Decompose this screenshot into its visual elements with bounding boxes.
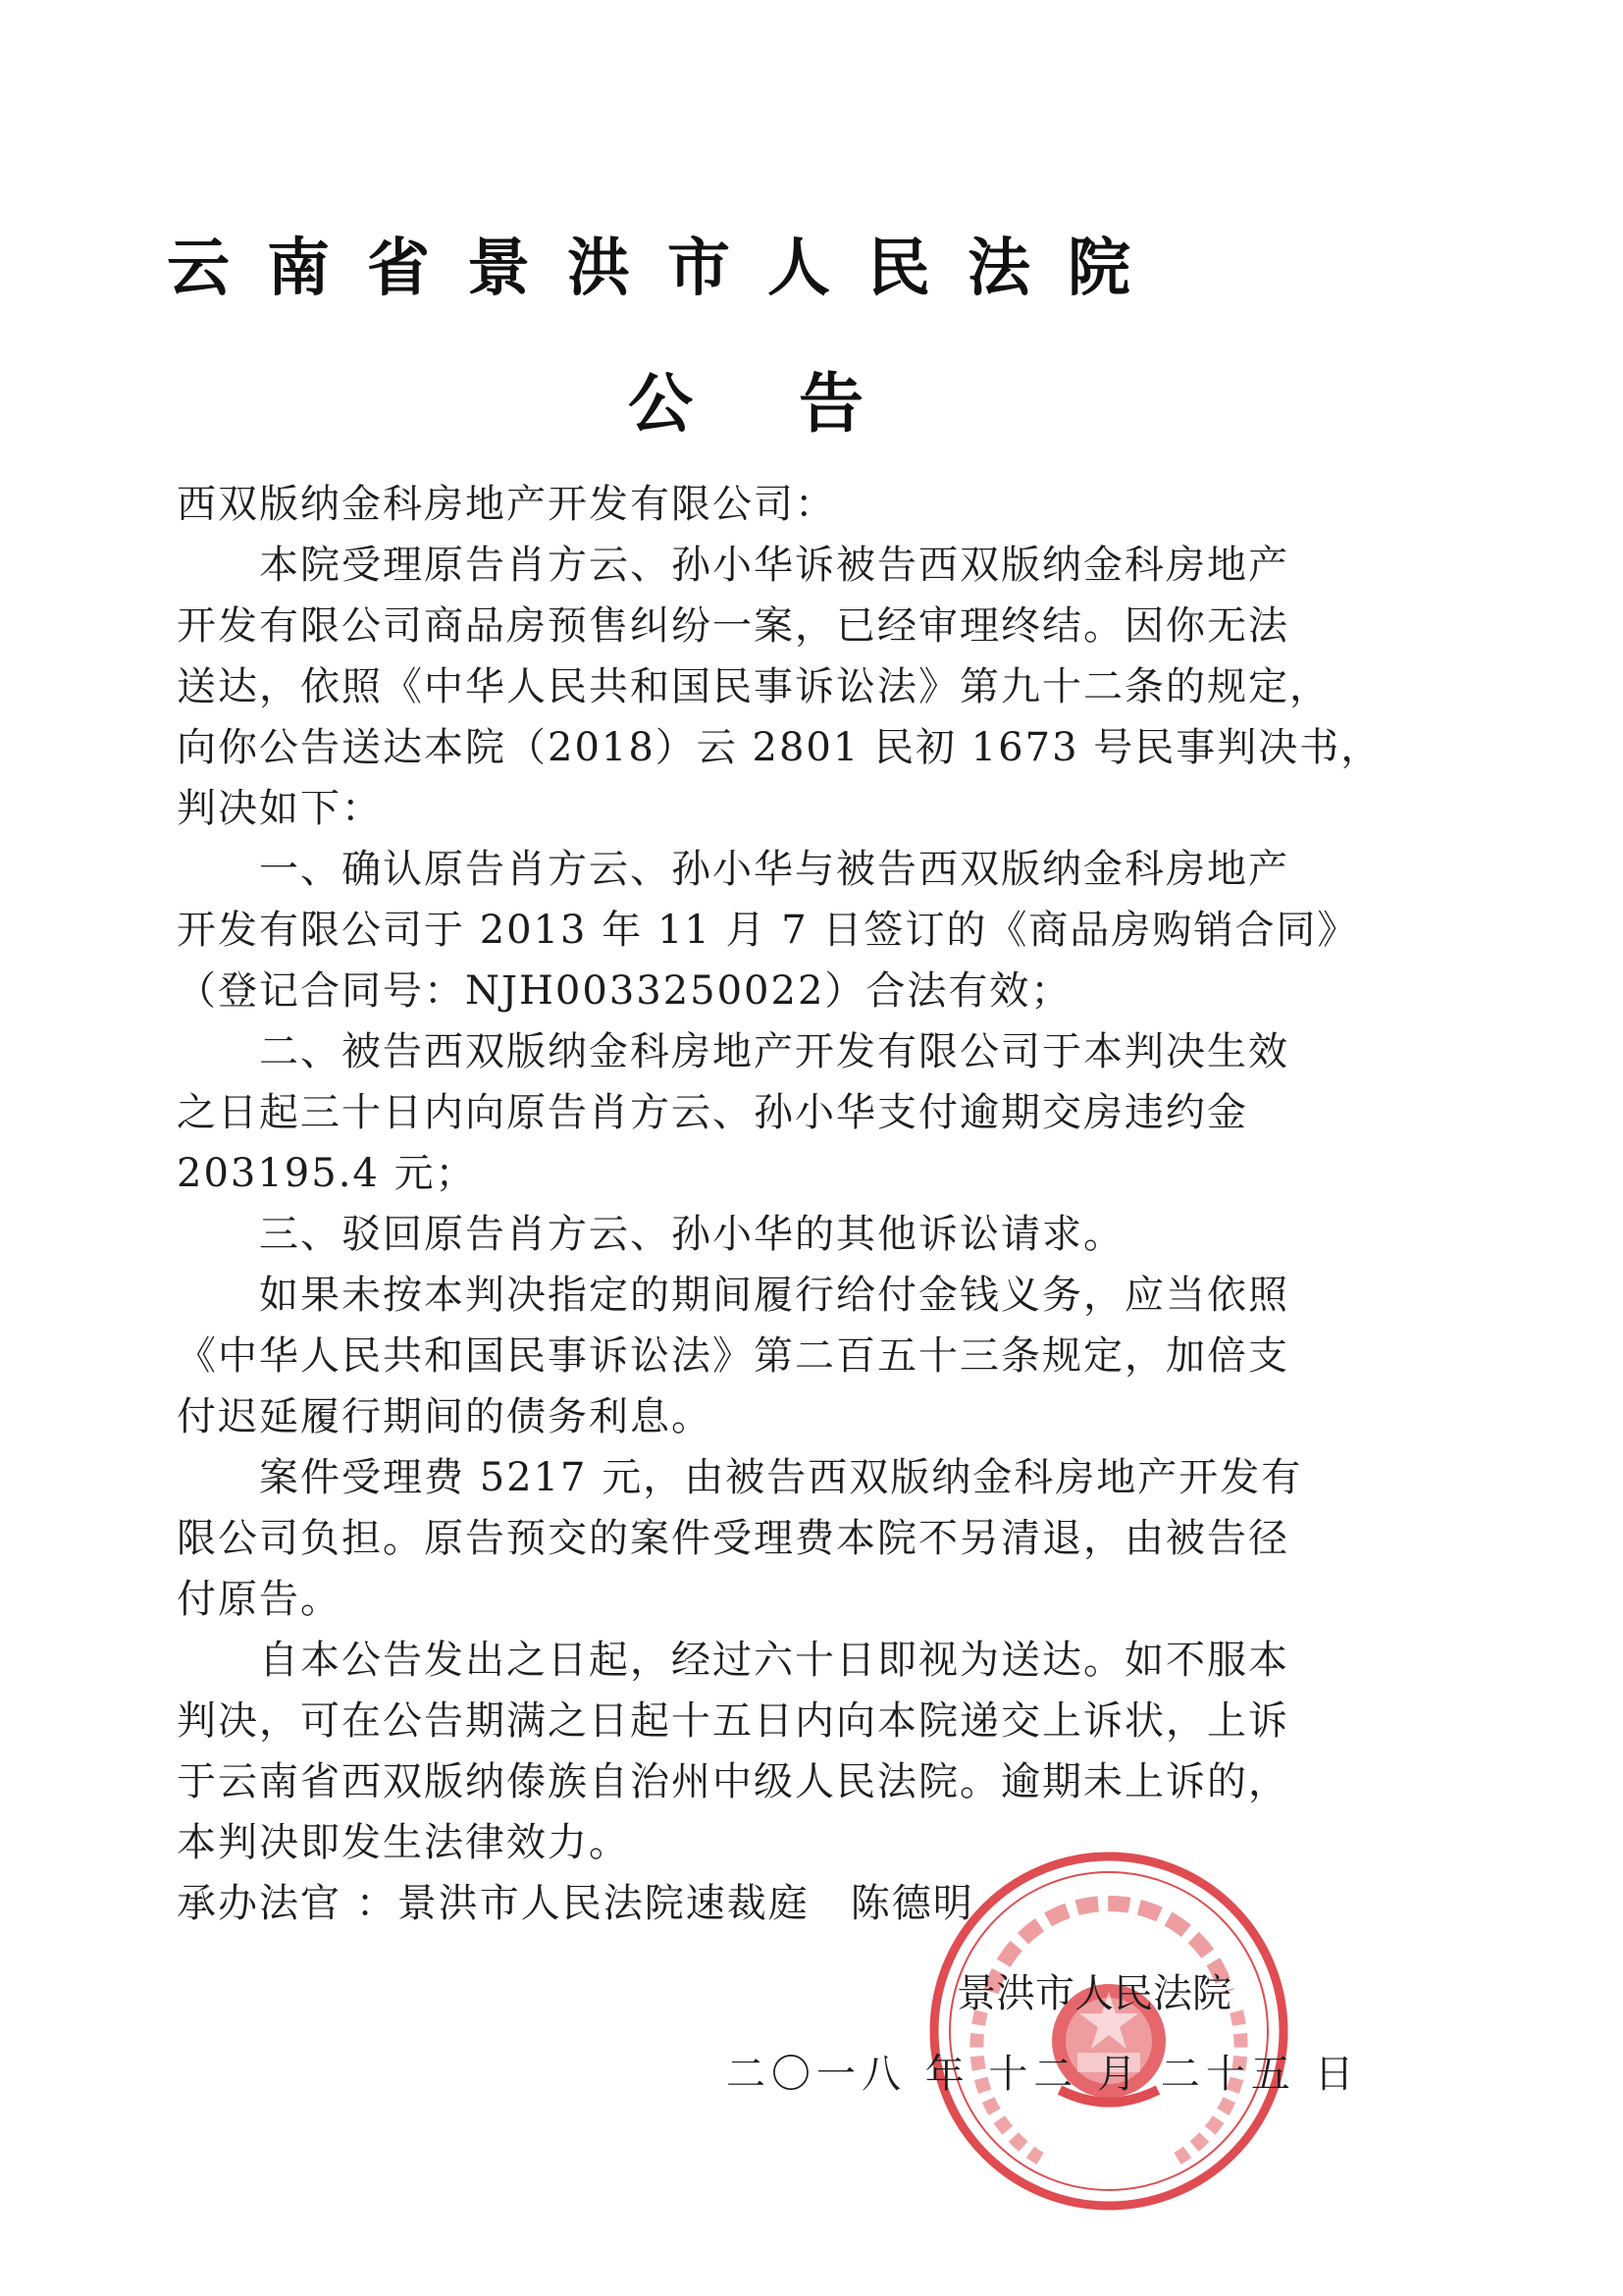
body-line: 203195.4 元； [177,1151,477,1196]
body-line: 判决，可在公告期满之日起十五日内向本院递交上诉状，上诉 [177,1698,1289,1744]
issuing-court-name: 景洪市人民法院 [957,1971,1231,2016]
body-line: 开发有限公司商品房预售纠纷一案，已经审理终结。因你无法 [177,603,1289,649]
body-line: 向你公告送达本院（2018）云 2801 民初 1673 号民事判决书， [177,725,1383,770]
body-line: 判决如下： [177,786,383,831]
court-name-heading: 云南省景洪市人民法院 [167,233,1168,305]
body-line: 于云南省西双版纳傣族自治州中级人民法院。逾期未上诉的， [177,1759,1289,1804]
body-line: 本判决即发生法律效力。 [177,1820,630,1865]
body-line: 之日起三十日内向原告肖方云、孙小华支付逾期交房违约金 [177,1090,1248,1135]
court-seal-stamp [922,1845,1295,2218]
body-line: 送达，依照《中华人民共和国民事诉讼法》第九十二条的规定， [177,664,1331,709]
body-line: 二、被告西双版纳金科房地产开发有限公司于本判决生效 [177,1029,1289,1074]
body-line: 限公司负担。原告预交的案件受理费本院不另清退，由被告径 [177,1516,1289,1561]
judge-line: 承办法官 ：景洪市人民法院速裁庭 陈德明 [177,1881,974,1926]
body-line: 案件受理费 5217 元，由被告西双版纳金科房地产开发有 [177,1455,1303,1500]
addressee-line: 西双版纳金科房地产开发有限公司： [177,482,836,527]
body-line: 三、驳回原告肖方云、孙小华的其他诉讼请求。 [177,1212,1125,1257]
issue-date: 二〇一八 年 十二 月 二十五 日 [726,2052,1360,2097]
body-line: 自本公告发出之日起，经过六十日即视为送达。如不服本 [177,1638,1289,1683]
body-line: 付迟延履行期间的债务利息。 [177,1394,712,1439]
body-line: 《中华人民共和国民事诉讼法》第二百五十三条规定，加倍支 [177,1333,1289,1379]
body-line: 开发有限公司于 2013 年 11 月 7 日签订的《商品房购销合同》 [177,908,1359,953]
document-title: 公告 [628,366,969,442]
body-line: 本院受理原告肖方云、孙小华诉被告西双版纳金科房地产 [177,543,1289,588]
body-line: 如果未按本判决指定的期间履行给付金钱义务，应当依照 [177,1273,1289,1318]
body-line: 一、确认原告肖方云、孙小华与被告西双版纳金科房地产 [177,847,1289,892]
body-line: （登记合同号：NJH0033250022）合法有效； [177,968,1073,1014]
body-line: 付原告。 [177,1577,341,1622]
